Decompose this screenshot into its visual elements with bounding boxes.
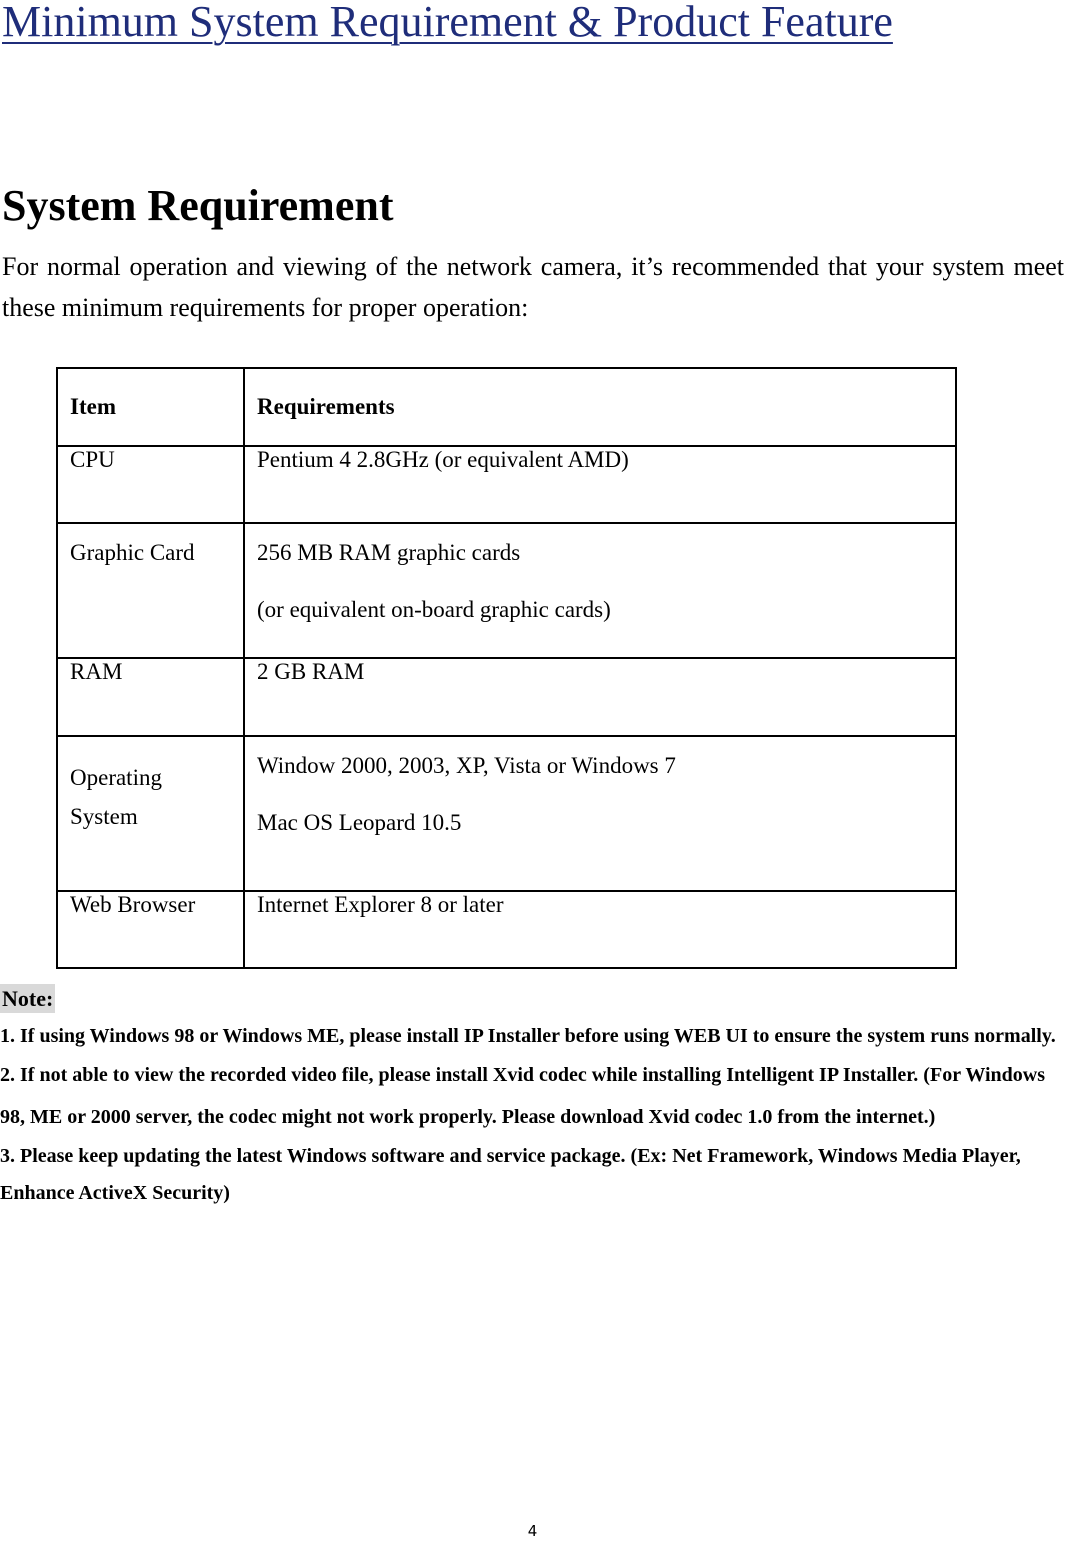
page-number: 4 bbox=[527, 1522, 538, 1540]
item-label-line: System bbox=[70, 804, 138, 829]
requirement-cell: 2 GB RAM bbox=[244, 658, 956, 736]
section-title: System Requirement bbox=[2, 181, 394, 230]
notes-list bbox=[0, 1019, 1064, 1212]
item-cell bbox=[57, 523, 244, 658]
item-cell: CPU bbox=[57, 446, 244, 523]
note-heading: Note: bbox=[2, 986, 54, 1011]
requirement-line: Window 2000, 2003, XP, Vista or Windows 7 bbox=[257, 753, 676, 778]
requirement-line: (or equivalent on-board graphic cards) bbox=[257, 597, 611, 622]
note-item: 1. If using Windows 98 or Windows ME, please install IP Installer before using WEB UI to ensure the system runs normally. bbox=[0, 1025, 1056, 1047]
requirement-cell bbox=[244, 523, 956, 658]
table-row bbox=[57, 891, 956, 968]
table-row bbox=[57, 736, 956, 891]
table-header-row bbox=[57, 368, 956, 446]
column-header-requirements: Requirements bbox=[244, 368, 956, 446]
item-label-line: Operating bbox=[70, 765, 162, 790]
item-cell: Web Browser bbox=[57, 891, 244, 968]
requirement-line: 256 MB RAM graphic cards bbox=[257, 540, 521, 565]
note-item: 3. Please keep updating the latest Windows software and service package. (Ex: Net Framework, Windows Media Player, Enhance ActiveX Security) bbox=[0, 1145, 1021, 1204]
note-item: 2. If not able to view the recorded video file, please install Xvid codec while installing Intelligent IP Installer. (For Windows 98, ME or 2000 server, the codec might not work properly. Please download Xvid codec 1.0 from the internet.) bbox=[0, 1064, 1046, 1128]
item-cell: RAM bbox=[57, 658, 244, 736]
item-label: Graphic Card bbox=[70, 540, 195, 565]
column-header-item: Item bbox=[57, 368, 244, 446]
intro-paragraph: For normal operation and viewing of the network camera, it’s recommended that your system meet these minimum requirements for proper operation: bbox=[2, 252, 1064, 322]
requirement-cell: Internet Explorer 8 or later bbox=[244, 891, 956, 968]
table-row bbox=[57, 658, 956, 736]
table-row bbox=[57, 446, 956, 523]
table-row bbox=[57, 523, 956, 658]
requirement-line: Mac OS Leopard 10.5 bbox=[257, 810, 462, 835]
requirement-cell bbox=[244, 736, 956, 891]
page-title: Minimum System Requirement & Product Feature bbox=[2, 0, 893, 46]
item-cell bbox=[57, 736, 244, 891]
requirement-cell: Pentium 4 2.8GHz (or equivalent AMD) bbox=[244, 446, 956, 523]
requirements-table bbox=[56, 367, 957, 969]
